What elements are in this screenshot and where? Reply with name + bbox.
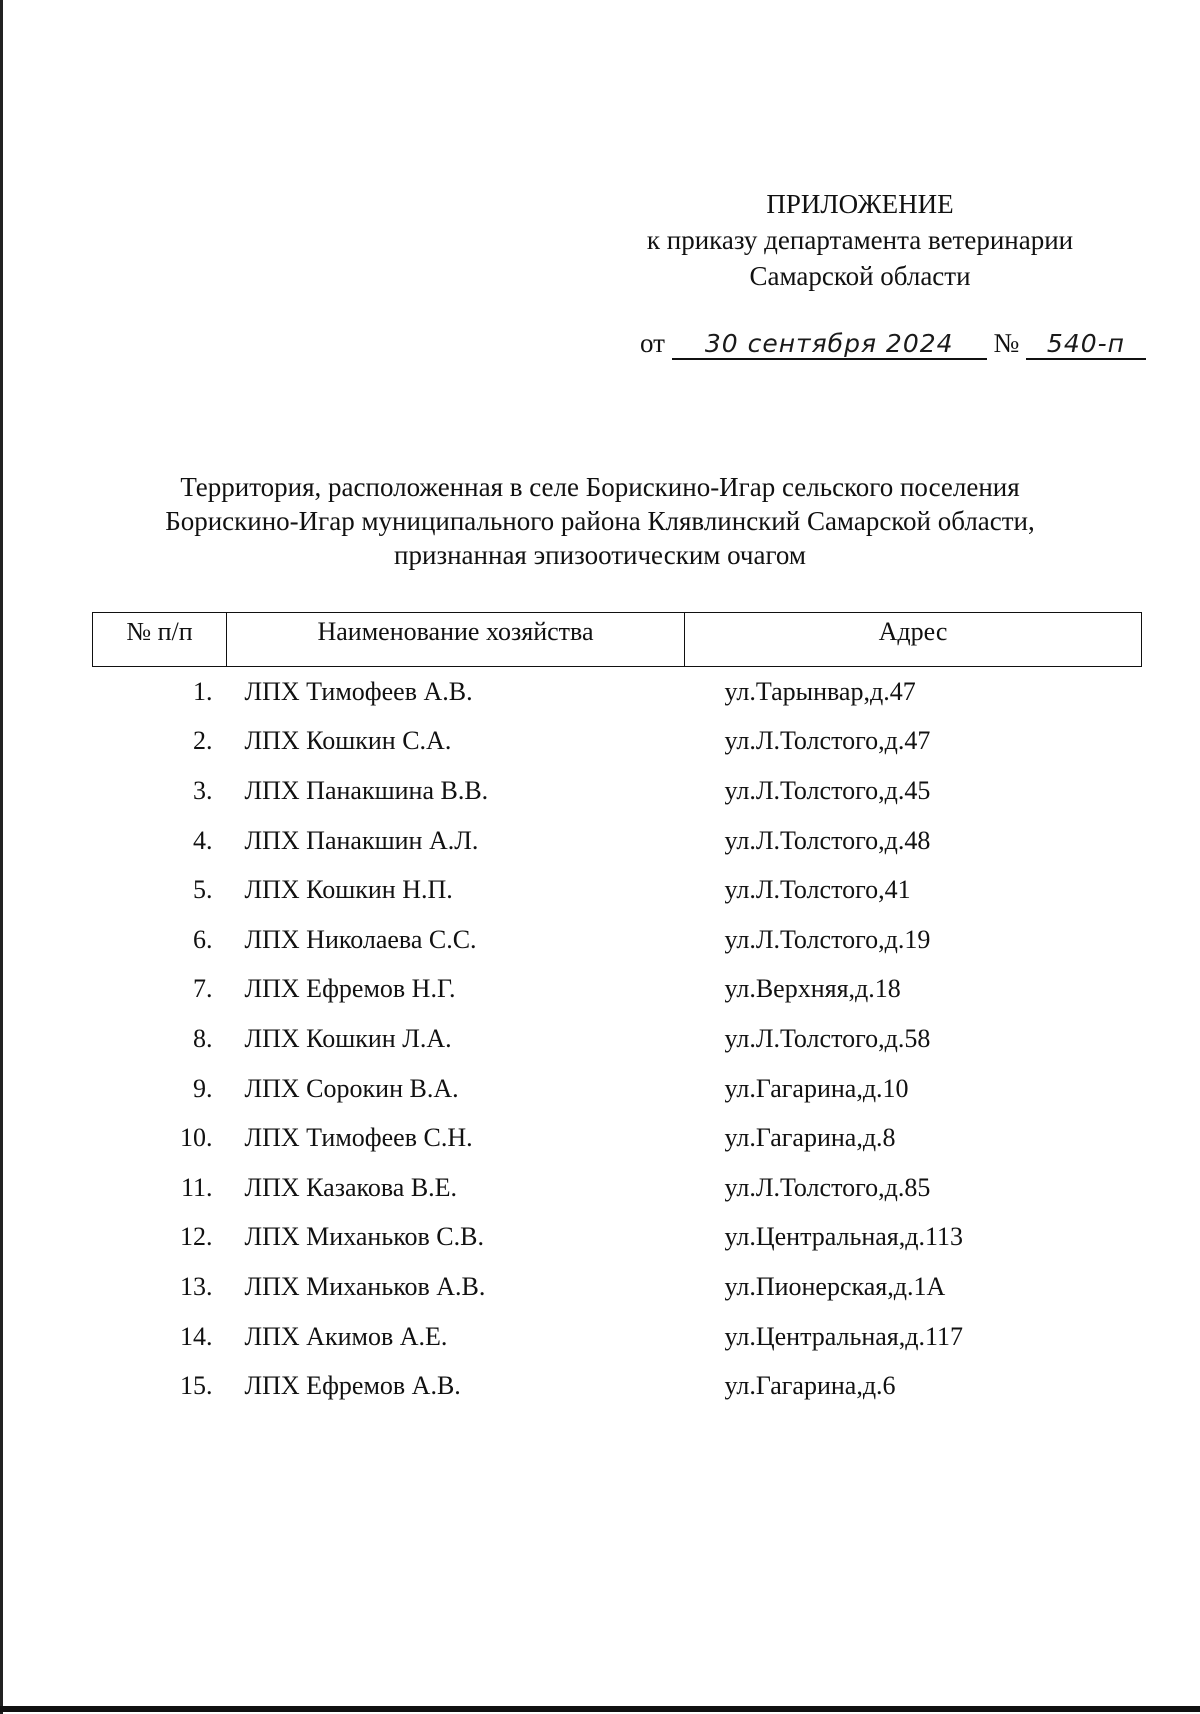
- table-row: [93, 965, 1142, 1015]
- table-row: [93, 1361, 1142, 1411]
- farm-name: ЛПХ Кошкин С.А.: [244, 726, 452, 756]
- farm-address: ул.Л.Толстого,д.19: [724, 924, 931, 954]
- row-number: 5.: [193, 875, 213, 905]
- appendix-region: Самарской области: [749, 261, 971, 291]
- table-row: [93, 717, 1142, 767]
- farm-address: ул.Тарынвар,д.47: [724, 676, 916, 706]
- farm-address: ул.Л.Толстого,д.48: [724, 825, 931, 855]
- farm-address: ул.Верхняя,д.18: [724, 974, 901, 1004]
- scan-edge-bottom: [0, 1706, 1200, 1712]
- table-header-row: [93, 613, 1142, 667]
- farm-name: ЛПХ Сорокин В.А.: [244, 1073, 459, 1103]
- table-row: [93, 1014, 1142, 1064]
- handwritten-date: 30 сентября 2024: [672, 329, 987, 360]
- farm-name: ЛПХ Тимофеев С.Н.: [244, 1123, 473, 1153]
- farm-address: ул.Л.Толстого,41: [724, 875, 911, 905]
- row-number: 6.: [193, 924, 213, 954]
- farms-table: [92, 612, 1142, 1411]
- farm-name: ЛПХ Ефремов А.В.: [244, 1371, 461, 1401]
- farm-name: ЛПХ Кошкин Л.А.: [244, 1023, 452, 1053]
- farm-name: ЛПХ Кошкин Н.П.: [244, 875, 453, 905]
- title-line-1: Территория, расположенная в селе Борискино-Игар сельского поселения: [180, 472, 1020, 502]
- farm-name: ЛПХ Миханьков А.В.: [244, 1271, 486, 1301]
- table-row: [93, 667, 1142, 717]
- row-number: 14.: [180, 1321, 213, 1351]
- handwritten-number: 540-п: [1026, 329, 1146, 360]
- table-row: [93, 1262, 1142, 1312]
- table-row: [93, 1312, 1142, 1362]
- row-number: 2.: [193, 726, 213, 756]
- farm-name: ЛПХ Панакшина В.В.: [244, 775, 489, 805]
- table-row: [93, 816, 1142, 866]
- row-number: 8.: [193, 1023, 213, 1053]
- row-number: 13.: [180, 1271, 213, 1301]
- row-number: 15.: [180, 1371, 213, 1401]
- farm-address: ул.Гагарина,д.8: [724, 1123, 896, 1153]
- appendix-label: ПРИЛОЖЕНИЕ: [766, 189, 954, 219]
- table-row: [93, 1163, 1142, 1213]
- farm-address: ул.Л.Толстого,д.85: [724, 1172, 931, 1202]
- appendix-header: [560, 186, 1160, 294]
- farm-address: ул.Пионерская,д.1А: [724, 1271, 946, 1301]
- farm-name: ЛПХ Тимофеев А.В.: [244, 676, 473, 706]
- table-row: [93, 865, 1142, 915]
- document-title: [160, 470, 1040, 572]
- farm-name: ЛПХ Ефремов Н.Г.: [244, 974, 456, 1004]
- table-row: [93, 1064, 1142, 1114]
- farm-name: ЛПХ Миханьков С.В.: [244, 1222, 484, 1252]
- header-name: Наименование хозяйства: [227, 613, 685, 667]
- row-number: 10.: [180, 1123, 213, 1153]
- farm-name: ЛПХ Панакшин А.Л.: [244, 825, 479, 855]
- order-date-number: [640, 328, 1146, 368]
- table-row: [93, 915, 1142, 965]
- row-number: 11.: [180, 1172, 213, 1202]
- farm-address: ул.Центральная,д.117: [724, 1321, 964, 1351]
- table-row: [93, 1213, 1142, 1263]
- row-number: 1.: [193, 676, 213, 706]
- scan-edge-left: [0, 0, 3, 1714]
- row-number: 3.: [193, 775, 213, 805]
- number-label: №: [993, 328, 1020, 358]
- farm-address: ул.Л.Толстого,д.45: [724, 775, 931, 805]
- title-line-2: Борискино-Игар муниципального района Клявлинский Самарской области,: [165, 506, 1035, 536]
- header-address: Адрес: [685, 613, 1142, 667]
- header-num: № п/п: [93, 613, 227, 667]
- row-number: 9.: [193, 1073, 213, 1103]
- table-row: [93, 766, 1142, 816]
- title-line-3: признанная эпизоотическим очагом: [394, 540, 806, 570]
- farm-address: ул.Л.Толстого,д.47: [724, 726, 931, 756]
- farm-address: ул.Гагарина,д.10: [724, 1073, 909, 1103]
- farm-name: ЛПХ Казакова В.Е.: [244, 1172, 458, 1202]
- farm-address: ул.Центральная,д.113: [724, 1222, 964, 1252]
- from-label: от: [640, 328, 665, 358]
- farm-name: ЛПХ Акимов А.Е.: [244, 1321, 448, 1351]
- table-body: [93, 667, 1142, 1411]
- row-number: 7.: [193, 974, 213, 1004]
- farm-address: ул.Л.Толстого,д.58: [724, 1023, 931, 1053]
- table-row: [93, 1113, 1142, 1163]
- row-number: 12.: [180, 1222, 213, 1252]
- row-number: 4.: [193, 825, 213, 855]
- farm-address: ул.Гагарина,д.6: [724, 1371, 896, 1401]
- appendix-order-ref: к приказу департамента ветеринарии: [646, 225, 1074, 255]
- farm-name: ЛПХ Николаева С.С.: [244, 924, 477, 954]
